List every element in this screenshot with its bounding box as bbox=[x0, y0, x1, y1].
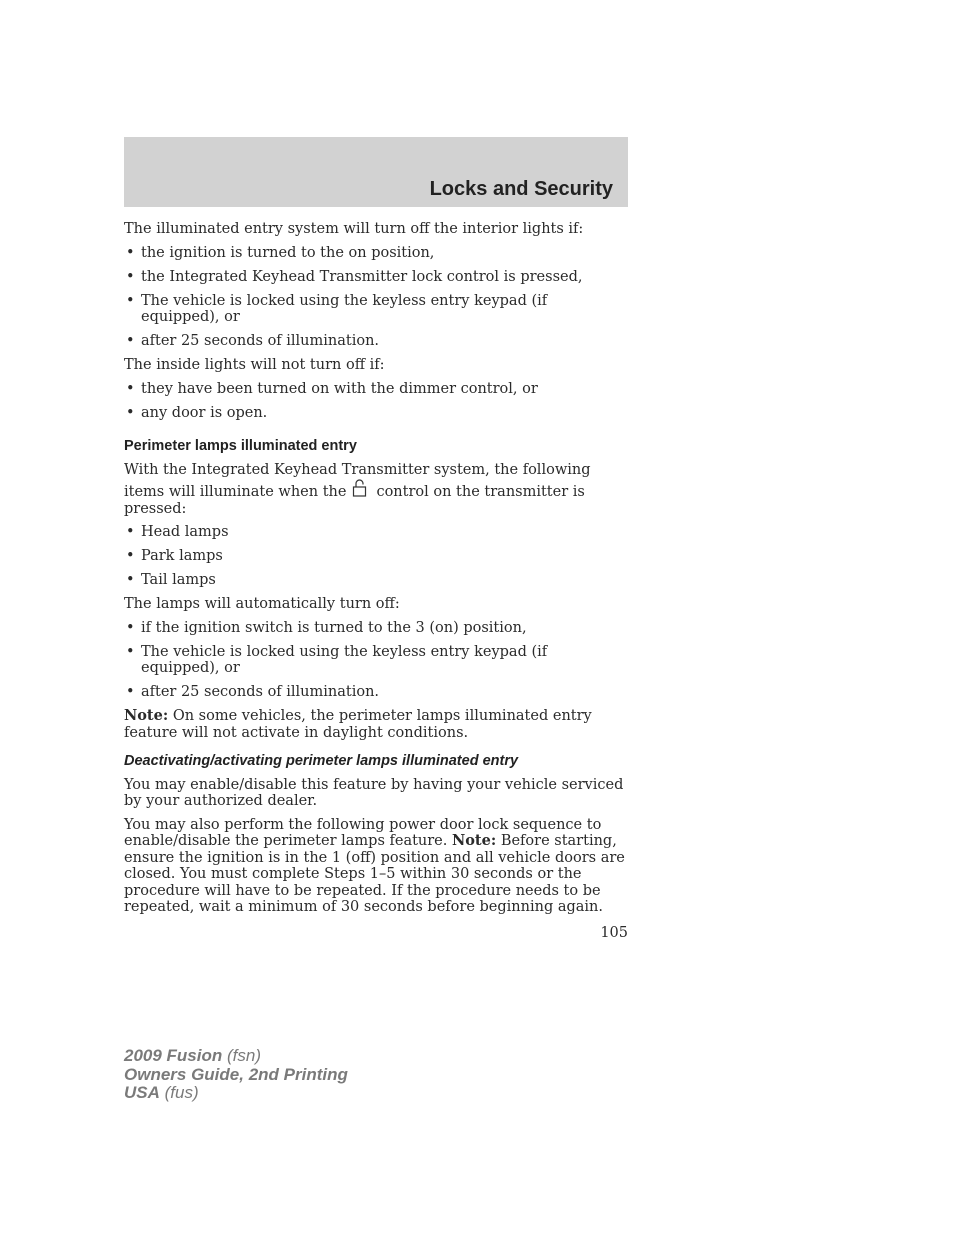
paragraph: The lamps will automatically turn off: bbox=[124, 596, 400, 612]
document-footer: 2009 Fusion (fsn) Owners Guide, 2nd Printing USA (fus) bbox=[124, 1046, 348, 1102]
list-item: • after 25 seconds of illumination. bbox=[126, 333, 380, 349]
unlock-icon bbox=[350, 478, 370, 498]
list-item: • they have been turned on with the dimmer control, or bbox=[126, 380, 538, 397]
page-content bbox=[124, 221, 630, 923]
note-paragraph: Note: On some vehicles, the perimeter lamps illuminated entry feature will not activate in daylight conditions. bbox=[124, 707, 592, 741]
subsection-heading: Deactivating/activating perimeter lamps illuminated entry bbox=[124, 753, 519, 769]
subsection-heading: Perimeter lamps illuminated entry bbox=[124, 438, 357, 454]
list-item: • Park lamps bbox=[126, 548, 223, 564]
page-number: 105 bbox=[600, 925, 628, 941]
list-item: • Tail lamps bbox=[126, 572, 216, 588]
paragraph: The illuminated entry system will turn off the interior lights if: bbox=[124, 221, 584, 237]
bullet-list bbox=[124, 381, 630, 422]
paragraph: With the Integrated Keyhead Transmitter system, the following items will illuminate when the control on the transmitter is pressed: bbox=[124, 461, 591, 517]
list-item: • if the ignition switch is turned to the 3 (on) position, bbox=[126, 619, 527, 636]
list-item: • Head lamps bbox=[126, 524, 229, 540]
list-item: • the ignition is turned to the on position, bbox=[126, 244, 435, 261]
bullet-list bbox=[124, 620, 630, 701]
paragraph: You may also perform the following power door lock sequence to enable/disable the perimeter lamps feature. Note: Before starting, ensure the ignition is in the 1 (off) position and all vehicle doors are closed. You must complete Steps 1–5 within 30 seconds or the procedure will have to be repeated. If the procedure needs to be repeated, wait a minimum of 30 seconds before beginning again. bbox=[124, 816, 625, 915]
section-header-band bbox=[124, 137, 628, 207]
list-item: • after 25 seconds of illumination. bbox=[126, 684, 380, 700]
bullet-list bbox=[124, 245, 630, 350]
list-item: • any door is open. bbox=[126, 404, 268, 421]
list-item: • the Integrated Keyhead Transmitter lock control is pressed, bbox=[126, 268, 583, 285]
note-label: Note: bbox=[452, 832, 497, 849]
note-label: Note: bbox=[124, 707, 169, 724]
list-item: • The vehicle is locked using the keyless entry keypad (if equipped), or bbox=[126, 292, 548, 325]
paragraph: You may enable/disable this feature by having your vehicle serviced by your authorized dealer. bbox=[124, 776, 624, 809]
section-title: Locks and Security bbox=[429, 178, 613, 200]
paragraph: The inside lights will not turn off if: bbox=[124, 357, 385, 373]
list-item: • The vehicle is locked using the keyless entry keypad (if equipped), or bbox=[126, 643, 548, 676]
bullet-list bbox=[124, 524, 630, 589]
